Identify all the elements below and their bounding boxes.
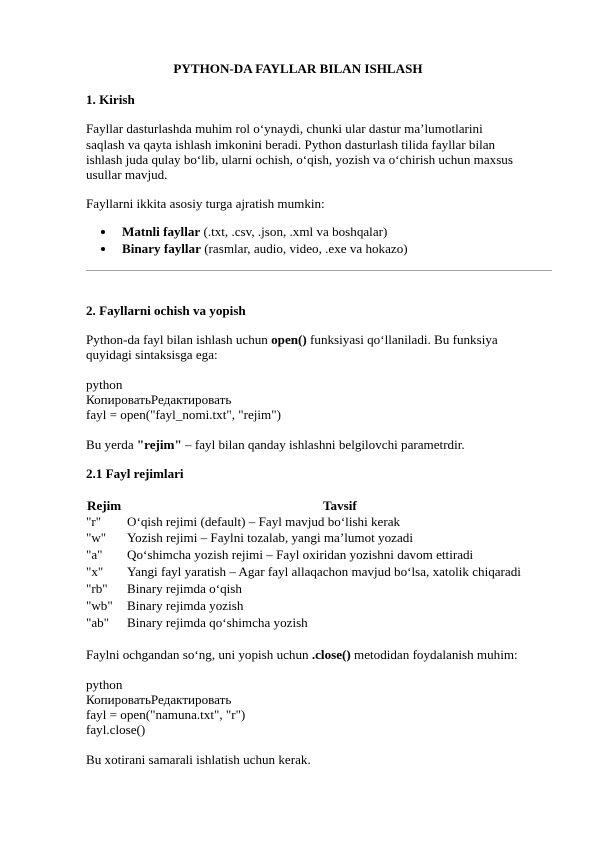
code2-language-label: python [86, 677, 123, 692]
table-row-6-mode: "wb" [86, 598, 113, 613]
table-row-2-desc: Yozish rejimi – Faylni tozalab, yangi ma’lumot yozadi [127, 530, 413, 545]
s2-p3-text-a: Faylni ochgandan so‘ng, uni yopish uchun [86, 647, 312, 662]
table-header-rejim: Rejim [87, 498, 122, 513]
s2-p1-text-c: funksiyasi qo‘llaniladi. Bu funksiya [306, 332, 498, 347]
bullet-item-2 [122, 241, 408, 256]
s1-p1-line-2: saqlash va qayta ishlash imkonini beradi. Python dasturlash tilida fayllar bilan [86, 137, 496, 152]
table-row-7-mode: "ab" [86, 615, 110, 630]
table-row-1-mode: "r" [86, 514, 102, 529]
s2-p3 [86, 647, 518, 662]
table-row-3-desc: Qo‘shimcha yozish rejimi – Fayl oxiridan yozishni davom ettiradi [127, 547, 474, 562]
code1-copy-edit-label: КопироватьРедактировать [86, 392, 232, 407]
table-row-3-mode: "a" [86, 547, 103, 562]
s2-p2-text-c: – fayl bilan qanday ishlashni belgilovchi parametrdir. [181, 437, 465, 452]
bullet-item-1 [122, 224, 387, 239]
table-row-1-desc: O‘qish rejimi (default) – Fayl mavjud bo‘lishi kerak [127, 514, 401, 529]
document-title: PYTHON-DA FAYLLAR BILAN ISHLASH [173, 61, 423, 76]
bullet-dot-2 [101, 247, 105, 251]
code1-line: fayl = open("fayl_nomi.txt", "rejim") [86, 407, 281, 422]
table-row-7-desc: Binary rejimda qo‘shimcha yozish [127, 615, 308, 630]
bullet-item-1-bold: Matnli fayllar [122, 224, 201, 239]
bullet-dot-1 [101, 230, 105, 234]
s1-p2: Fayllarni ikkita asosiy turga ajratish mumkin: [86, 196, 325, 211]
subsection-2-1-heading: 2.1 Fayl rejimlari [86, 466, 184, 481]
s2-p2-text-a: Bu yerda [86, 437, 137, 452]
s2-p1-text-a: Python-da fayl bilan ishlash uchun [86, 332, 272, 347]
s2-p1-line-1 [86, 332, 498, 347]
section-2-heading: 2. Fayllarni ochish va yopish [86, 303, 246, 318]
s2-p3-text-c: metodidan foydalanish muhim: [350, 647, 518, 662]
s1-p1-line-1: Fayllar dasturlashda muhim rol o‘ynaydi, chunki ular dastur ma’lumotlarini [86, 121, 483, 136]
rejim-keyword: "rejim" [136, 437, 182, 452]
open-function-name: open() [271, 332, 307, 347]
bullet-item-2-bold: Binary fayllar [122, 241, 201, 256]
bullet-item-1-rest: (.txt, .csv, .json, .xml va boshqalar) [200, 224, 388, 239]
code2-line-1: fayl = open("namuna.txt", "r") [86, 707, 246, 722]
s2-p1-line-2: quyidagi sintaksisga ega: [86, 347, 218, 362]
section-1-heading: 1. Kirish [86, 92, 135, 107]
s1-p1-line-4: usullar mavjud. [86, 167, 168, 182]
code2-line-2: fayl.close() [86, 722, 146, 737]
table-row-2-mode: "w" [86, 530, 107, 545]
s1-p1-line-3: ishlash juda qulay bo‘lib, ularni ochish, o‘qish, yozish va o‘chirish uchun maxsus [86, 152, 513, 167]
table-row-5-mode: "rb" [86, 581, 108, 596]
horizontal-rule [86, 270, 552, 271]
table-row-6-desc: Binary rejimda yozish [127, 598, 244, 613]
s2-p2 [86, 437, 465, 452]
bullet-item-2-rest: (rasmlar, audio, video, .exe va hokazo) [200, 241, 408, 256]
code2-copy-edit-label: КопироватьРедактировать [86, 692, 232, 707]
table-row-4-mode: "x" [86, 564, 104, 579]
code1-language-label: python [86, 377, 123, 392]
table-row-5-desc: Binary rejimda o‘qish [127, 581, 242, 596]
table-row-4-desc: Yangi fayl yaratish – Agar fayl allaqachon mavjud bo‘lsa, xatolik chiqaradi [127, 564, 521, 579]
s2-p4: Bu xotirani samarali ishlatish uchun kerak. [86, 752, 311, 767]
table-header-tavsif: Tavsif [323, 498, 357, 513]
close-method-name: .close() [311, 647, 351, 662]
